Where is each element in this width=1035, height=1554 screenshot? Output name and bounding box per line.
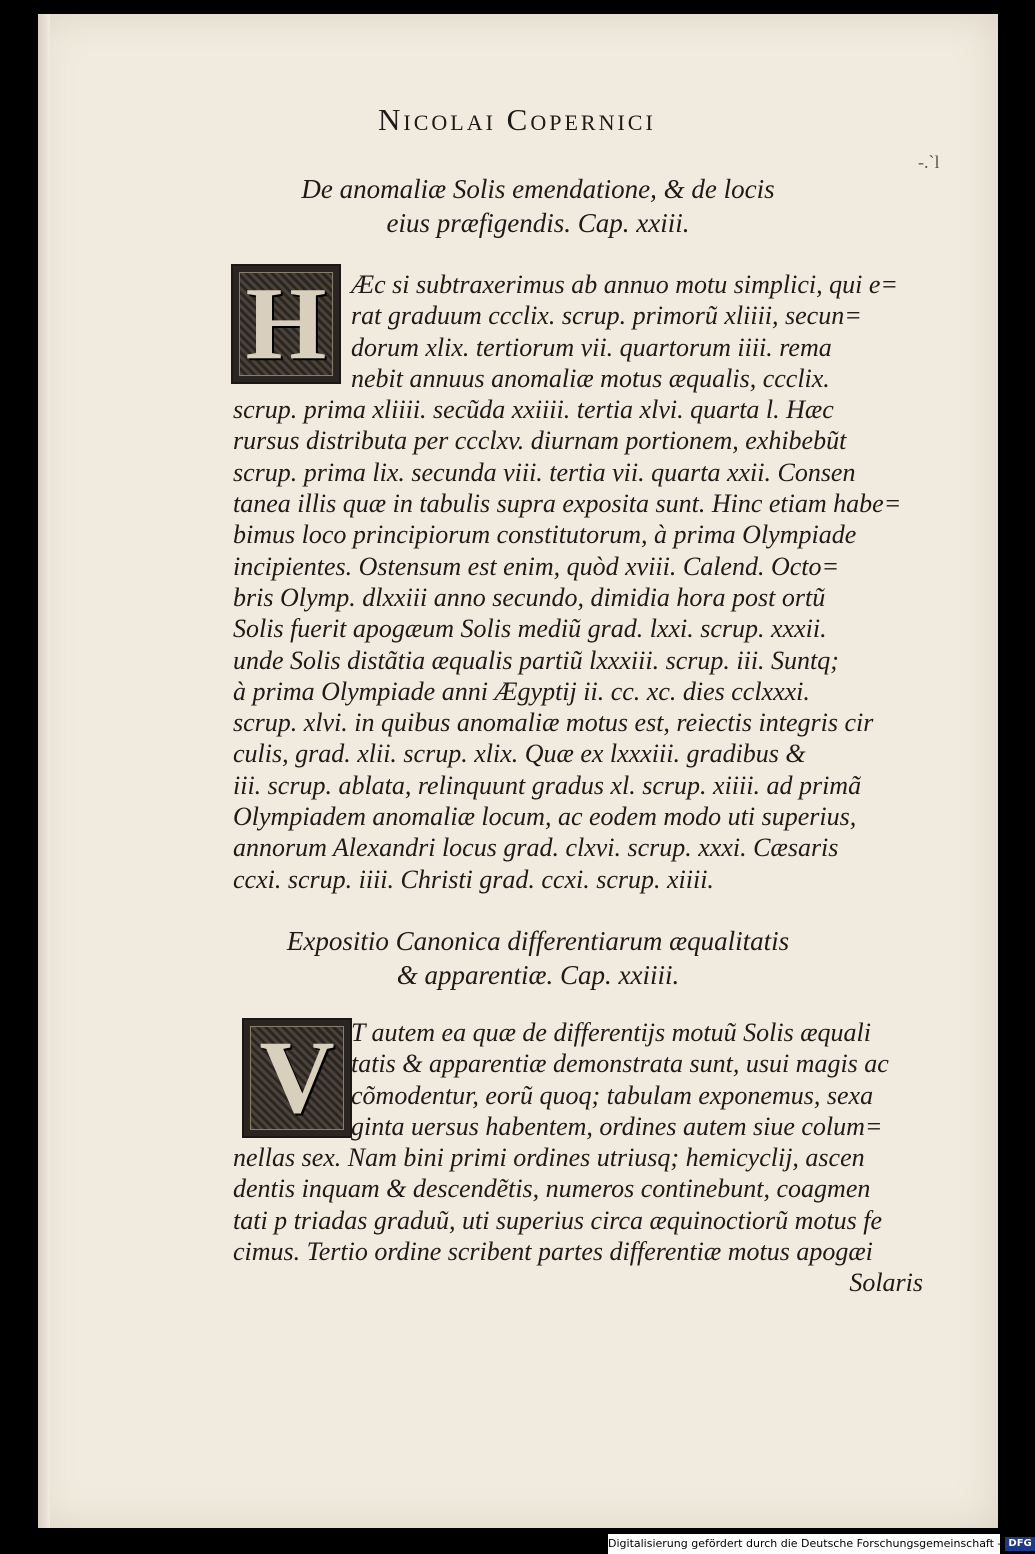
credit-text: Digitalisierung gefördert durch die Deutsche Forschungsgemeinschaft -	[608, 1537, 1002, 1550]
heading-line: Expositio Canonica differentiarum æqualitatis	[286, 926, 790, 956]
chapter-24-heading	[218, 924, 858, 992]
corner-mark: -.`l	[918, 152, 940, 172]
book-page	[38, 14, 998, 1528]
initial-letter: H	[245, 266, 327, 381]
text-line: nellas sex. Nam bini primi ordines utriusq; hemicyclij, ascen	[233, 1143, 865, 1173]
text-line: T autem ea quæ de differentijs motuũ Solis æquali	[351, 1018, 871, 1047]
text-line: cõmodentur, eorũ quoq; tabulam exponemus, sexa	[351, 1080, 874, 1110]
text-line: bris Olymp. dlxxiii anno secundo, dimidia hora post ortũ	[233, 582, 826, 612]
text-line: tatis & apparentiæ demonstrata sunt, usui magis ac	[351, 1049, 889, 1079]
text-line: rat graduum ccclix. scrup. primorũ xliiii, secun=	[351, 301, 862, 331]
text-line: rursus distributa per ccclxv. diurnam portionem, exhibebũt	[233, 426, 847, 456]
text-line: dentis inquam & descendẽtis, numeros continebunt, coagmen	[233, 1174, 871, 1204]
text-line: bimus loco principiorum constitutorum, à prima Olympiade	[233, 520, 857, 550]
chapter-23-body	[233, 269, 933, 895]
text-line: ccxi. scrup. iiii. Christi grad. ccxi. scrup. xiiii.	[233, 864, 714, 894]
catchword: Solaris	[849, 1268, 923, 1298]
text-line: tanea illis quæ in tabulis supra exposita sunt. Hinc etiam habe=	[233, 489, 902, 519]
heading-line: eius præfigendis. Cap. xxiii.	[386, 208, 690, 238]
text-line: scrup. xlvi. in quibus anomaliæ motus est, reiectis integris cir	[233, 708, 874, 738]
text-line: à prima Olympiade anni Ægyptij ii. cc. xc. dies cclxxxi.	[233, 676, 810, 706]
text-line: incipientes. Ostensum est enim, quòd xviii. Calend. Octo=	[233, 551, 840, 581]
running-head: Nicolai Copernici	[378, 102, 656, 137]
text-line: iii. scrup. ablata, relinquunt gradus xl. scrup. xiiii. ad primã	[233, 770, 862, 800]
initial-letter: V	[259, 1020, 335, 1135]
text-line: annorum Alexandri locus grad. clxvi. scrup. xxxi. Cæsaris	[233, 833, 839, 863]
text-line: nebit annuus anomaliæ motus æqualis, ccclix.	[351, 363, 830, 393]
text-line: cimus. Tertio ordine scribent partes differentiæ motus apogæi	[233, 1237, 873, 1267]
text-line: scrup. prima lix. secunda viii. tertia vii. quarta xxii. Consen	[233, 457, 856, 487]
dfg-logo: DFG	[1005, 1537, 1034, 1551]
text-line: ginta uersus habentem, ordines autem siue colum=	[351, 1111, 883, 1141]
digitization-credit	[608, 1534, 1032, 1554]
text-line: Olympiadem anomaliæ locum, ac eodem modo uti superius,	[233, 802, 857, 832]
text-line: culis, grad. xlii. scrup. xlix. Quæ ex lxxxiii. gradibus &	[233, 739, 806, 769]
text-line: unde Solis distãtia æqualis partiũ lxxxiii. scrup. iii. Suntq;	[233, 645, 839, 675]
chapter-24-body	[233, 1017, 933, 1299]
text-line: tati p triadas graduũ, uti superius circa æquinoctiorũ motus fe	[233, 1205, 883, 1235]
text-line: Æc si subtraxerimus ab annuo motu simplici, qui e=	[351, 270, 898, 299]
text-line: Solis fuerit apogæum Solis mediũ grad. lxxi. scrup. xxxii.	[233, 614, 827, 644]
heading-line: De anomaliæ Solis emendatione, & de locis	[301, 174, 775, 204]
chapter-23-heading	[218, 172, 858, 240]
text-line: dorum xlix. tertiorum vii. quartorum iiii. rema	[351, 332, 832, 362]
heading-line: & apparentiæ. Cap. xxiiii.	[396, 960, 680, 990]
page-gutter-shadow	[38, 14, 50, 1528]
text-line: scrup. prima xliiii. secũda xxiiii. tertia xlvi. quarta l. Hæc	[233, 395, 834, 425]
